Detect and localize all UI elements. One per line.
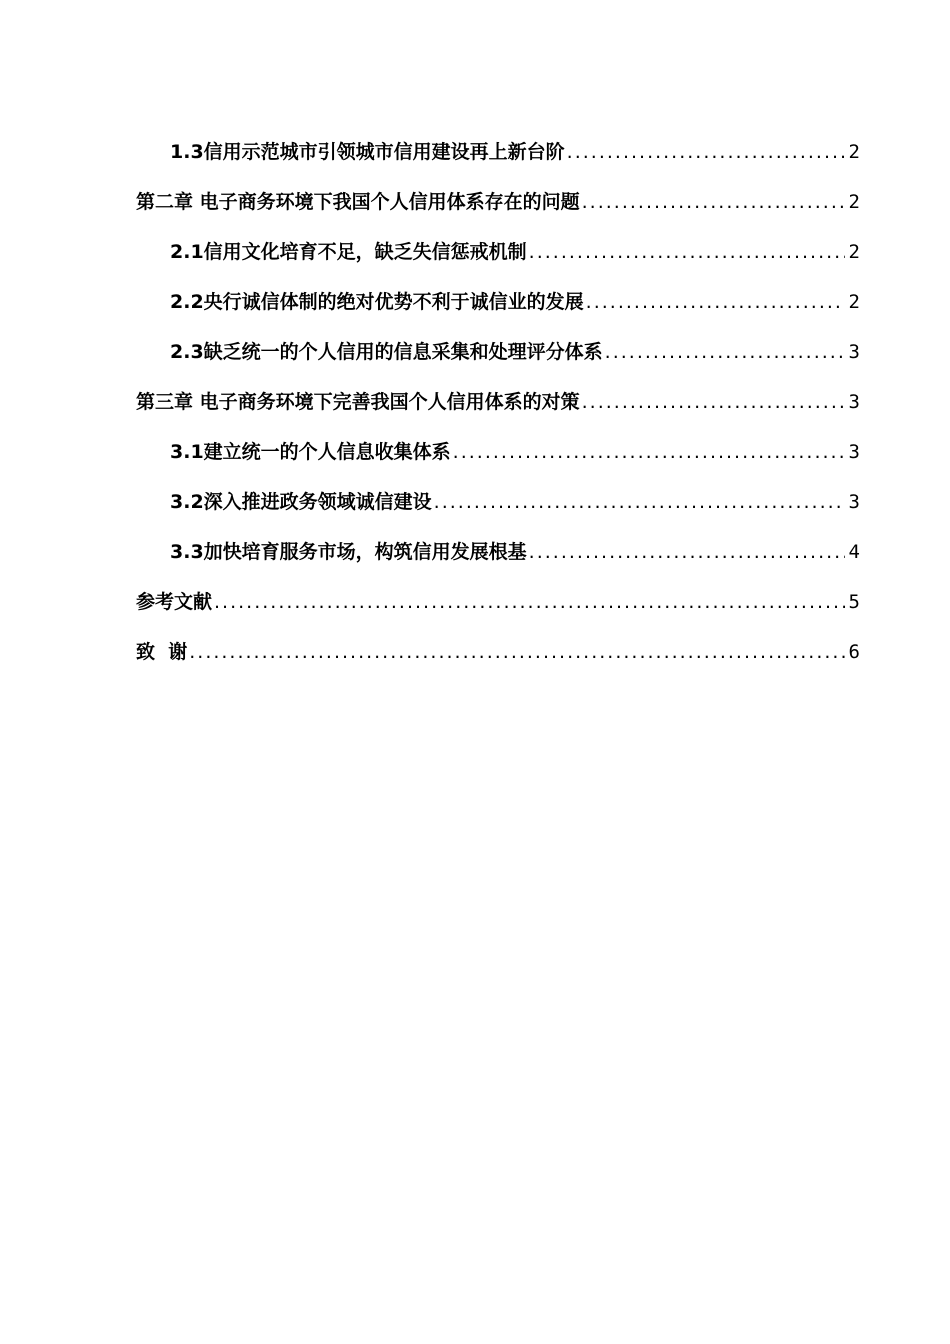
toc-entry-title: 3.1建立统一的个人信息收集体系 [170, 441, 451, 463]
toc-dot-leader [582, 177, 845, 227]
toc-entry-2-2[interactable] [136, 277, 860, 327]
toc-page-number: 2 [848, 291, 860, 313]
toc-entry-references[interactable] [136, 577, 860, 627]
toc-entry-3-1[interactable] [136, 427, 860, 477]
toc-entry-title: 3.3加快培育服务市场，构筑信用发展根基 [170, 541, 527, 563]
toc-entry-title: 致 谢 [136, 641, 188, 663]
toc-page-number: 6 [848, 641, 860, 663]
toc-page-number: 2 [848, 191, 860, 213]
toc-entry-chapter-2[interactable] [136, 177, 860, 227]
toc-entry-title: 第二章 电子商务环境下我国个人信用体系存在的问题 [136, 191, 580, 213]
toc-entry-1-3[interactable] [136, 127, 860, 177]
toc-entry-acknowledgements[interactable] [136, 627, 860, 677]
toc-page-number: 2 [848, 241, 860, 263]
toc-dot-leader [453, 427, 845, 477]
toc-entry-title: 2.1信用文化培育不足，缺乏失信惩戒机制 [170, 241, 527, 263]
toc-page-number: 3 [848, 341, 860, 363]
toc-entry-3-2[interactable] [136, 477, 860, 527]
toc-dot-leader [434, 477, 845, 527]
toc-entry-title: 2.2央行诚信体制的绝对优势不利于诚信业的发展 [170, 291, 584, 313]
toc-page-number: 4 [848, 541, 860, 563]
toc-dot-leader [529, 527, 845, 577]
toc-page-number: 2 [848, 141, 860, 163]
toc-entry-3-3[interactable] [136, 527, 860, 577]
toc-entry-title: 参考文献 [136, 591, 213, 613]
toc-entry-title: 2.3缺乏统一的个人信用的信息采集和处理评分体系 [170, 341, 603, 363]
toc-dot-leader [189, 627, 844, 677]
toc-page-number: 3 [848, 491, 860, 513]
toc-entry-title: 3.2深入推进政务领域诚信建设 [170, 491, 432, 513]
toc-entry-chapter-3[interactable] [136, 377, 860, 427]
toc-dot-leader [214, 577, 845, 627]
toc-dot-leader [605, 327, 845, 377]
toc-page-number: 3 [848, 391, 860, 413]
toc-dot-leader [586, 277, 845, 327]
toc-page-number: 3 [848, 441, 860, 463]
toc-dot-leader [529, 227, 845, 277]
toc-entry-title: 1.3信用示范城市引领城市信用建设再上新台阶 [170, 141, 565, 163]
toc-entry-2-1[interactable] [136, 227, 860, 277]
toc-entry-2-3[interactable] [136, 327, 860, 377]
toc-page-number: 5 [848, 591, 860, 613]
toc-dot-leader [567, 127, 845, 177]
table-of-contents [136, 127, 860, 677]
toc-dot-leader [582, 377, 845, 427]
toc-entry-title: 第三章 电子商务环境下完善我国个人信用体系的对策 [136, 391, 580, 413]
